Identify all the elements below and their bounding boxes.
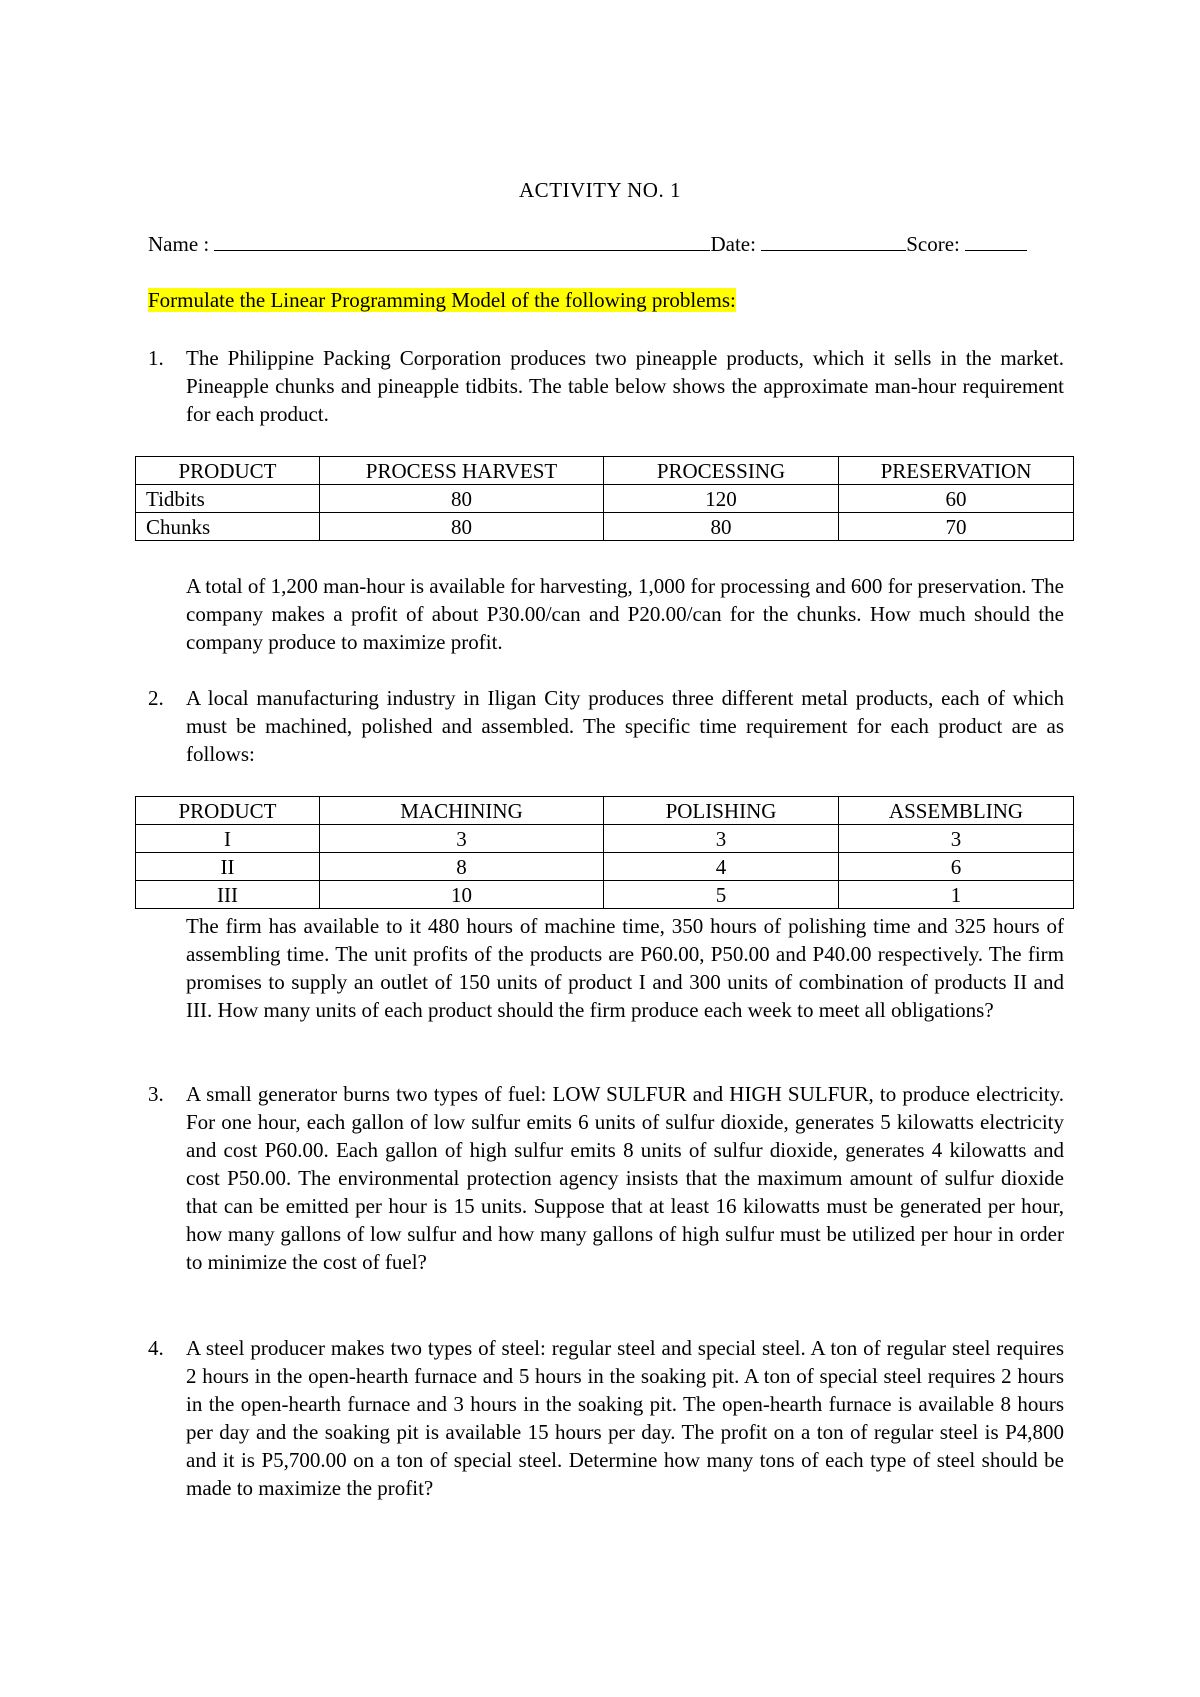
table-header-row (136, 797, 1074, 825)
date-blank[interactable] (761, 232, 906, 251)
name-label: Name : (148, 232, 215, 256)
table-cell: 1 (839, 881, 1074, 909)
student-info-line (148, 230, 1068, 258)
problem-4 (148, 1334, 1064, 1502)
score-blank[interactable] (965, 232, 1027, 251)
problem-1-details: A total of 1,200 man-hour is available for harvesting, 1,000 for processing and 600 for preservation. The company makes a profit of about P30.00/can and P20.00/can for the chunks. How much should the company produce to maximize profit. (186, 574, 1064, 654)
problem-text: A local manufacturing industry in Iligan City produces three different metal products, each of which must be machined, polished and assembled. The specific time requirement for each product are as follows: (186, 686, 1064, 766)
table-row (136, 825, 1074, 853)
problem-1 (148, 344, 1064, 428)
table-row (136, 485, 1074, 513)
table-row (136, 853, 1074, 881)
problem-number: 3. (148, 1082, 164, 1106)
table-cell: 3 (604, 825, 839, 853)
problem-number: 1. (148, 346, 164, 370)
table-cell: III (136, 881, 320, 909)
man-hour-table (135, 456, 1074, 541)
table-cell: 10 (320, 881, 604, 909)
table-header-cell: MACHINING (320, 797, 604, 825)
table-cell: 3 (839, 825, 1074, 853)
table-cell: 4 (604, 853, 839, 881)
table-row (136, 881, 1074, 909)
time-requirement-table (135, 796, 1074, 909)
table-header-cell: POLISHING (604, 797, 839, 825)
table-cell: 6 (839, 853, 1074, 881)
table-cell: 8 (320, 853, 604, 881)
score-label: Score: (906, 232, 966, 256)
problem-text: A small generator burns two types of fuel: LOW SULFUR and HIGH SULFUR, to produce electricity. For one hour, each gallon of low sulfur emits 6 units of sulfur dioxide, generates 5 kilowatts electricity and cost P60.00. Each gallon of high sulfur emits 8 units of sulfur dioxide, generates 4 kilowatts and cost P50.00. The environmental protection agency insists that the maximum amount of sulfur dioxide that can be emitted per hour is 15 units. Suppose that at least 16 kilowatts must be generated per hour, how many gallons of low sulfur and how many gallons of high sulfur must be utilized per hour in order to minimize the cost of fuel? (186, 1082, 1064, 1274)
table-header-cell: PROCESSING (604, 457, 839, 485)
date-label: Date: (710, 232, 762, 256)
table-header-row (136, 457, 1074, 485)
table-header-cell: PRODUCT (136, 457, 320, 485)
name-blank[interactable] (214, 232, 710, 251)
table-header-cell: PRESERVATION (839, 457, 1074, 485)
page-title: ACTIVITY NO. 1 (519, 178, 681, 202)
problem-2 (148, 684, 1064, 768)
table-cell: 60 (839, 485, 1074, 513)
problem-3 (148, 1080, 1064, 1276)
instruction-text: Formulate the Linear Programming Model of the following problems: (148, 288, 736, 312)
instruction (148, 286, 736, 314)
table-header-cell: PROCESS HARVEST (320, 457, 604, 485)
problem-text: The Philippine Packing Corporation produces two pineapple products, which it sells in the market. Pineapple chunks and pineapple tidbits. The table below shows the approximate man-hour requirement for each product. (186, 346, 1064, 426)
problem-number: 4. (148, 1336, 164, 1360)
table-cell: 5 (604, 881, 839, 909)
problem-2-details: The firm has available to it 480 hours of machine time, 350 hours of polishing time and 325 hours of assembling time. The unit profits of the products are P60.00, P50.00 and P40.00 respectively. The firm promises to supply an outlet of 150 units of product I and 300 units of combination of products II and III. How many units of each product should the firm produce each week to meet all obligations? (186, 914, 1064, 1022)
problem-number: 2. (148, 686, 164, 710)
table-cell: II (136, 853, 320, 881)
table-header-cell: ASSEMBLING (839, 797, 1074, 825)
table-cell: Chunks (136, 513, 320, 541)
table-row (136, 513, 1074, 541)
table-cell: 3 (320, 825, 604, 853)
table-cell: 80 (604, 513, 839, 541)
table-cell: 80 (320, 485, 604, 513)
problem-text: A steel producer makes two types of steel: regular steel and special steel. A ton of regular steel requires 2 hours in the open-hearth furnace and 5 hours in the soaking pit. A ton of special steel requires 2 hours in the open-hearth furnace and 3 hours in the soaking pit. The open-hearth furnace is available 8 hours per day and the soaking pit is available 15 hours per day. The profit on a ton of regular steel is P4,800 and it is P5,700.00 on a ton of special steel. Determine how many tons of each type of steel should be made to maximize the profit? (186, 1336, 1064, 1500)
table-cell: I (136, 825, 320, 853)
table-cell: 120 (604, 485, 839, 513)
table-cell: 80 (320, 513, 604, 541)
table-cell: 70 (839, 513, 1074, 541)
table-cell: Tidbits (136, 485, 320, 513)
table-header-cell: PRODUCT (136, 797, 320, 825)
